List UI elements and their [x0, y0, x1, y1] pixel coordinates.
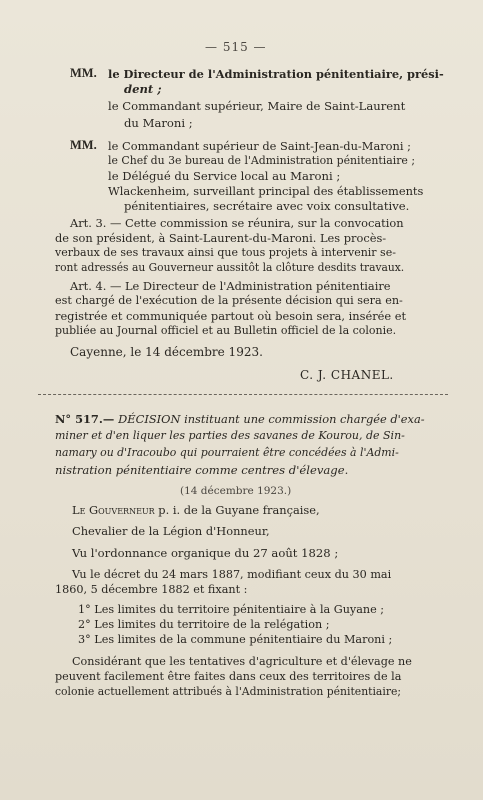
- gouverneur-line: [72, 503, 320, 517]
- art3-line-4: ront adressés au Gouverneur aussitôt la clôture desdits travaux.: [55, 261, 405, 274]
- decision-517-date: (14 décembre 1923.): [180, 485, 292, 497]
- art3-line-3: verbaux de ses travaux ainsi que tous projets à intervenir se-: [55, 246, 396, 259]
- decision-number: N° 517.—: [55, 412, 119, 426]
- members-a-label: MM.: [70, 66, 97, 80]
- gouverneur-label: Le Gouverneur: [72, 503, 155, 517]
- decision-word: DÉCISION: [118, 412, 181, 426]
- place-date: Cayenne, le 14 décembre 1923.: [70, 345, 263, 359]
- art4-line-3: registrée et communiquée partout où besoin sera, insérée et: [55, 309, 407, 323]
- chevalier-line: Chevalier de la Légion d'Honneur,: [72, 524, 270, 538]
- members-b-label: MM.: [70, 138, 97, 152]
- limit-item-3: 3° Les limites de la commune pénitentiaire du Maroni ;: [78, 633, 393, 646]
- considerant-line-1: Considérant que les tentatives d'agriculture et d'élevage ne: [72, 655, 412, 668]
- art3-line-2: de son président, à Saint-Laurent-du-Maroni. Les procès-: [55, 231, 387, 245]
- decision-517-title-line-2: miner et d'en liquer les parties des savanes de Kourou, de Sin-: [55, 429, 405, 442]
- decision-517-title-line-3: namary ou d'Iracoubo qui pourraient être concédées à l'Admi-: [55, 446, 399, 459]
- vu-decret-line-2: 1860, 5 décembre 1882 et fixant :: [55, 583, 248, 596]
- considerant-line-2: peuvent facilement être faites dans ceux des territoires de la: [55, 670, 402, 683]
- gouverneur-rest: p. i. de la Guyane française,: [154, 503, 320, 517]
- limit-item-1: 1° Les limites du territoire pénitentiaire à la Guyane ;: [78, 603, 385, 616]
- vu-ordonnance: Vu l'ordonnance organique du 27 août 1828 ;: [72, 546, 339, 560]
- vu-decret-line-1: Vu le décret du 24 mars 1887, modifiant ceux du 30 mai: [72, 568, 392, 581]
- section-divider: [38, 394, 448, 395]
- members-a-line-2: dent ;: [124, 82, 162, 96]
- decision-title-rest: instituant une commission chargée d'exa-: [180, 412, 425, 426]
- page-number: — 515 —: [205, 40, 267, 54]
- art4-line-1: Art. 4. — Le Directeur de l'Administration pénitentiaire: [70, 279, 391, 293]
- art4-line-4: publiée au Journal officiel et au Bulletin officiel de la colonie.: [55, 324, 397, 337]
- members-a-line-3: le Commandant supérieur, Maire de Saint-Laurent: [108, 99, 406, 113]
- members-b-line-1: le Commandant supérieur de Saint-Jean-du-Maroni ;: [108, 139, 411, 153]
- decision-517-title-line-4: nistration pénitentiaire comme centres d'élevage.: [55, 463, 349, 477]
- considerant-line-3: colonie actuellement attribués à l'Administration pénitentiaire;: [55, 685, 402, 698]
- signature: C. J. CHANEL.: [300, 368, 394, 382]
- art3-line-1: Art. 3. — Cette commission se réunira, sur la convocation: [70, 216, 404, 230]
- members-a-line-1: le Directeur de l'Administration pénitentiaire, prési-: [108, 67, 444, 81]
- limit-item-2: 2° Les limites du territoire de la relégation ;: [78, 618, 330, 631]
- art4-line-2: est chargé de l'exécution de la présente décision qui sera en-: [55, 294, 403, 307]
- decision-517-title-line-1: [55, 412, 425, 426]
- members-b-line-2: le Chef du 3e bureau de l'Administration pénitentiaire ;: [108, 154, 415, 167]
- members-b-line-5: pénitentiaires, secrétaire avec voix consultative.: [124, 199, 410, 213]
- members-b-line-3: le Délégué du Service local au Maroni ;: [108, 169, 341, 183]
- members-b-line-4: Wlackenheim, surveillant principal des établissements: [108, 184, 424, 198]
- members-a-line-4: du Maroni ;: [124, 116, 193, 130]
